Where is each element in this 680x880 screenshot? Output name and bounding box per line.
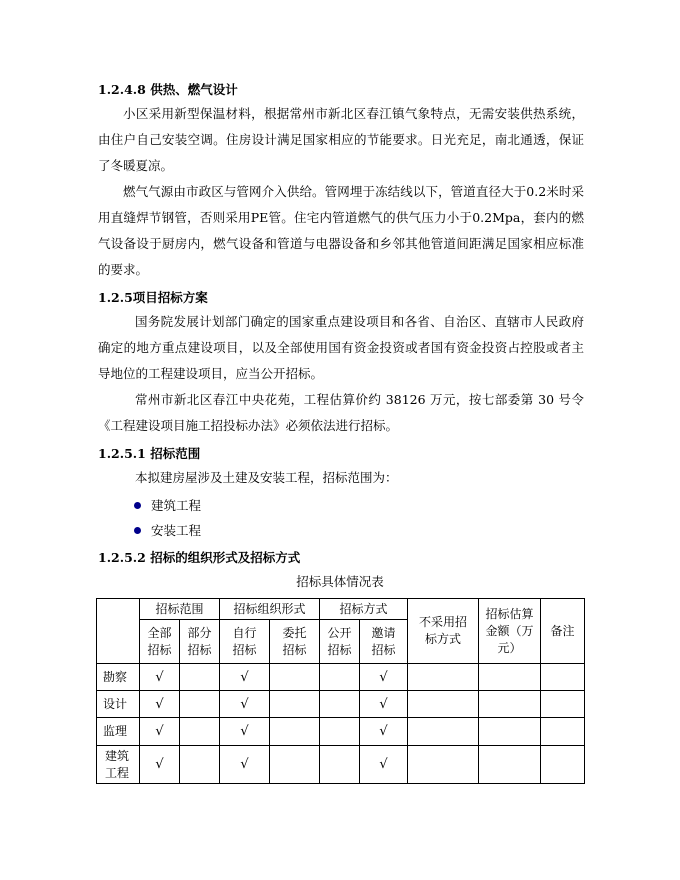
cell-amount (479, 664, 541, 691)
table-row (97, 664, 585, 691)
cell-amount (479, 691, 541, 718)
cell-remark (541, 718, 585, 746)
table-row (97, 691, 585, 718)
cell-no-tender (408, 664, 479, 691)
table-header-row (97, 599, 585, 620)
heading-1-2-5-1: 1.2.5.1 招标范围 (98, 446, 201, 461)
paragraph-heating: 小区采用新型保温材料，根据常州市新北区春江镇气象特点，无需安装供热系统，由住户自己安装空调。住房设计满足国家相应的节能要求。日光充足，南北通透，保证了冬暖夏凉。 (98, 106, 584, 173)
header-method: 招标方式 (320, 599, 408, 620)
cell-method-open (320, 664, 360, 691)
header-remark: 备注 (541, 599, 585, 664)
subheader-method-invite: 邀请招标 (360, 620, 408, 664)
cell-no-tender (408, 718, 479, 746)
cell-org-self: √ (220, 664, 270, 691)
header-empty-cell (97, 599, 140, 664)
table-row (97, 718, 585, 746)
header-org: 招标组织形式 (220, 599, 320, 620)
header-scope: 招标范围 (140, 599, 220, 620)
cell-no-tender (408, 746, 479, 784)
cell-scope-all: √ (140, 718, 180, 746)
cell-method-invite: √ (360, 746, 408, 784)
paragraph-tender-policy: 国务院发展计划部门确定的国家重点建设项目和各省、自治区、直辖市人民政府确定的地方重点建设项目，以及全部使用国有资金投资或者国有资金投资占控股或者主导地位的工程建设项目，应当公开招标。 (98, 314, 584, 381)
cell-remark (541, 691, 585, 718)
paragraph-tender-scope: 本拟建房屋涉及土建及安装工程，招标范围为： (135, 470, 398, 485)
cell-org-agent (270, 691, 320, 718)
cell-org-self: √ (220, 691, 270, 718)
cell-scope-all: √ (140, 691, 180, 718)
subheader-scope-all: 全部招标 (140, 620, 180, 664)
subheader-scope-part: 部分招标 (180, 620, 220, 664)
header-no-tender: 不采用招标方式 (408, 599, 479, 664)
subheader-org-self: 自行招标 (220, 620, 270, 664)
cell-scope-all: √ (140, 746, 180, 784)
table-caption: 招标具体情况表 (296, 574, 384, 589)
cell-scope-part (180, 718, 220, 746)
tender-table (96, 598, 585, 784)
row-label: 设计 (97, 691, 140, 718)
subheader-org-agent: 委托招标 (270, 620, 320, 664)
cell-scope-part (180, 691, 220, 718)
cell-scope-part (180, 746, 220, 784)
row-label: 监理 (97, 718, 140, 746)
cell-org-self: √ (220, 746, 270, 784)
row-label: 建筑工程 (97, 746, 140, 784)
cell-method-invite: √ (360, 718, 408, 746)
cell-amount (479, 718, 541, 746)
heading-1-2-5: 1.2.5项目招标方案 (98, 290, 208, 305)
cell-org-agent (270, 718, 320, 746)
paragraph-gas: 燃气气源由市政区与管网介入供给。管网埋于冻结线以下，管道直径大于0.2米时采用直缝焊节钢管，否则采用PE管。住宅内管道燃气的供气压力小于0.2Mpa，套内的燃气设备设于厨房内，燃气设备和管道与电器设备和乡邻其他管道间距满足国家相应标准的要求。 (98, 184, 584, 277)
cell-method-invite: √ (360, 691, 408, 718)
heading-1-2-5-2: 1.2.5.2 招标的组织形式及招标方式 (98, 550, 301, 565)
list-item: 安装工程 (134, 521, 201, 539)
heading-1-2-4-8: 1.2.4.8 供热、燃气设计 (98, 82, 238, 97)
cell-scope-all: √ (140, 664, 180, 691)
cell-org-agent (270, 746, 320, 784)
cell-no-tender (408, 691, 479, 718)
cell-amount (479, 746, 541, 784)
row-label: 勘察 (97, 664, 140, 691)
cell-method-invite: √ (360, 664, 408, 691)
list-item: 建筑工程 (134, 496, 201, 514)
cell-method-open (320, 746, 360, 784)
cell-remark (541, 664, 585, 691)
cell-scope-part (180, 664, 220, 691)
cell-org-self: √ (220, 718, 270, 746)
header-amount: 招标估算金额（万元） (479, 599, 541, 664)
bullet-dot-icon (134, 527, 141, 534)
cell-method-open (320, 718, 360, 746)
table-row (97, 746, 585, 784)
subheader-method-open: 公开招标 (320, 620, 360, 664)
paragraph-project-estimate: 常州市新北区春江中央花苑，工程估算价约 38126 万元，按七部委第 30 号令《工程建设项目施工招投标办法》必须依法进行招标。 (98, 392, 584, 433)
cell-method-open (320, 691, 360, 718)
cell-remark (541, 746, 585, 784)
bullet-dot-icon (134, 502, 141, 509)
cell-org-agent (270, 664, 320, 691)
